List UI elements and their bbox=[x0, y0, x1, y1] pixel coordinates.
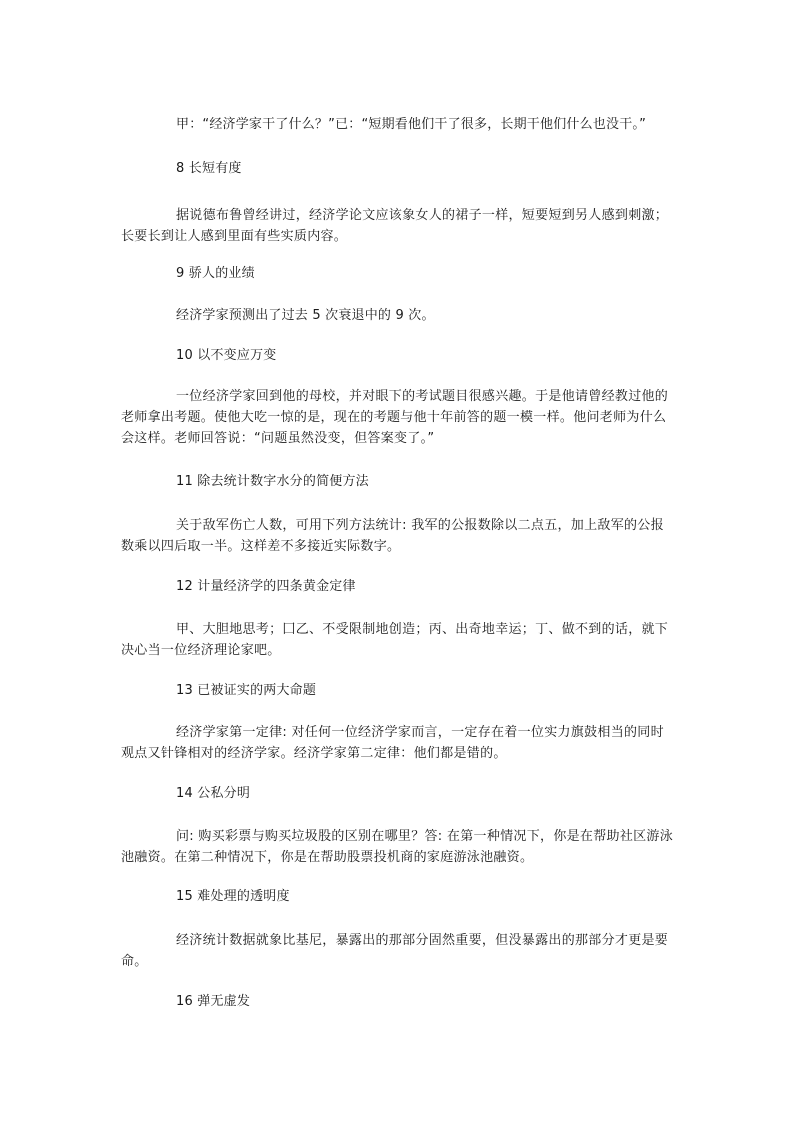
paragraph-14: 问: 购买彩票与购买垃圾股的区别在哪里？答: 在第一种情况下，你是在帮助社区游泳池融资。在第二种情况下，你是在帮助股票投机商的家庭游泳池融资。 bbox=[121, 829, 674, 865]
heading-9: 9 骄人的业绩 bbox=[176, 266, 255, 281]
paragraph-12: 甲、大胆地思考；囗乙、不受限制地创造；丙、出奇地幸运；丁、做不到的话，就下决心当一位经济理论家吧。 bbox=[121, 622, 669, 658]
heading-8: 8 长短有度 bbox=[176, 161, 242, 176]
heading-13: 13 已被证实的两大命题 bbox=[176, 683, 317, 698]
paragraph-13: 经济学家第一定律: 对任何一位经济学家而言，一定存在着一位实力旗鼓相当的同时观点又针锋相对的经济学家。经济学家第二定律：他们都是错的。 bbox=[121, 725, 664, 761]
paragraph-joke-7: 甲：“经济学家干了什么？”已：“短期看他们干了很多，长期干他们什么也没干。” bbox=[176, 117, 647, 132]
heading-10: 10 以不变应万变 bbox=[176, 348, 277, 363]
paragraph-10: 一位经济学家回到他的母校，并对眼下的考试题目很感兴趣。于是他请曾经教过他的老师拿出考题。使他大吃一惊的是，现在的考题与他十年前答的题一模一样。他问老师为什么会这样。老师回答说：“问题虽然没变，但答案变了。” bbox=[121, 389, 669, 446]
paragraph-15: 经济统计数据就象比基尼，暴露出的那部分固然重要，但没暴露出的那部分才更是要命。 bbox=[121, 933, 669, 969]
heading-16: 16 弹无虚发 bbox=[176, 994, 251, 1009]
paragraph-8: 据说德布鲁曾经讲过，经济学论文应该象女人的裙子一样，短要短到另人感到刺激；长要长到让人感到里面有些实质内容。 bbox=[121, 208, 669, 244]
paragraph-11: 关于敌军伤亡人数，可用下列方法统计: 我军的公报数除以二点五，加上敌军的公报数乘以四后取一半。这样差不多接近实际数字。 bbox=[121, 518, 664, 554]
heading-11: 11 除去统计数字水分的简便方法 bbox=[176, 474, 369, 489]
paragraph-9: 经济学家预测出了过去 5 次衰退中的 9 次。 bbox=[176, 308, 435, 323]
heading-14: 14 公私分明 bbox=[176, 786, 251, 801]
heading-12: 12 计量经济学的四条黄金定律 bbox=[176, 579, 356, 594]
heading-15: 15 难处理的透明度 bbox=[176, 889, 290, 904]
